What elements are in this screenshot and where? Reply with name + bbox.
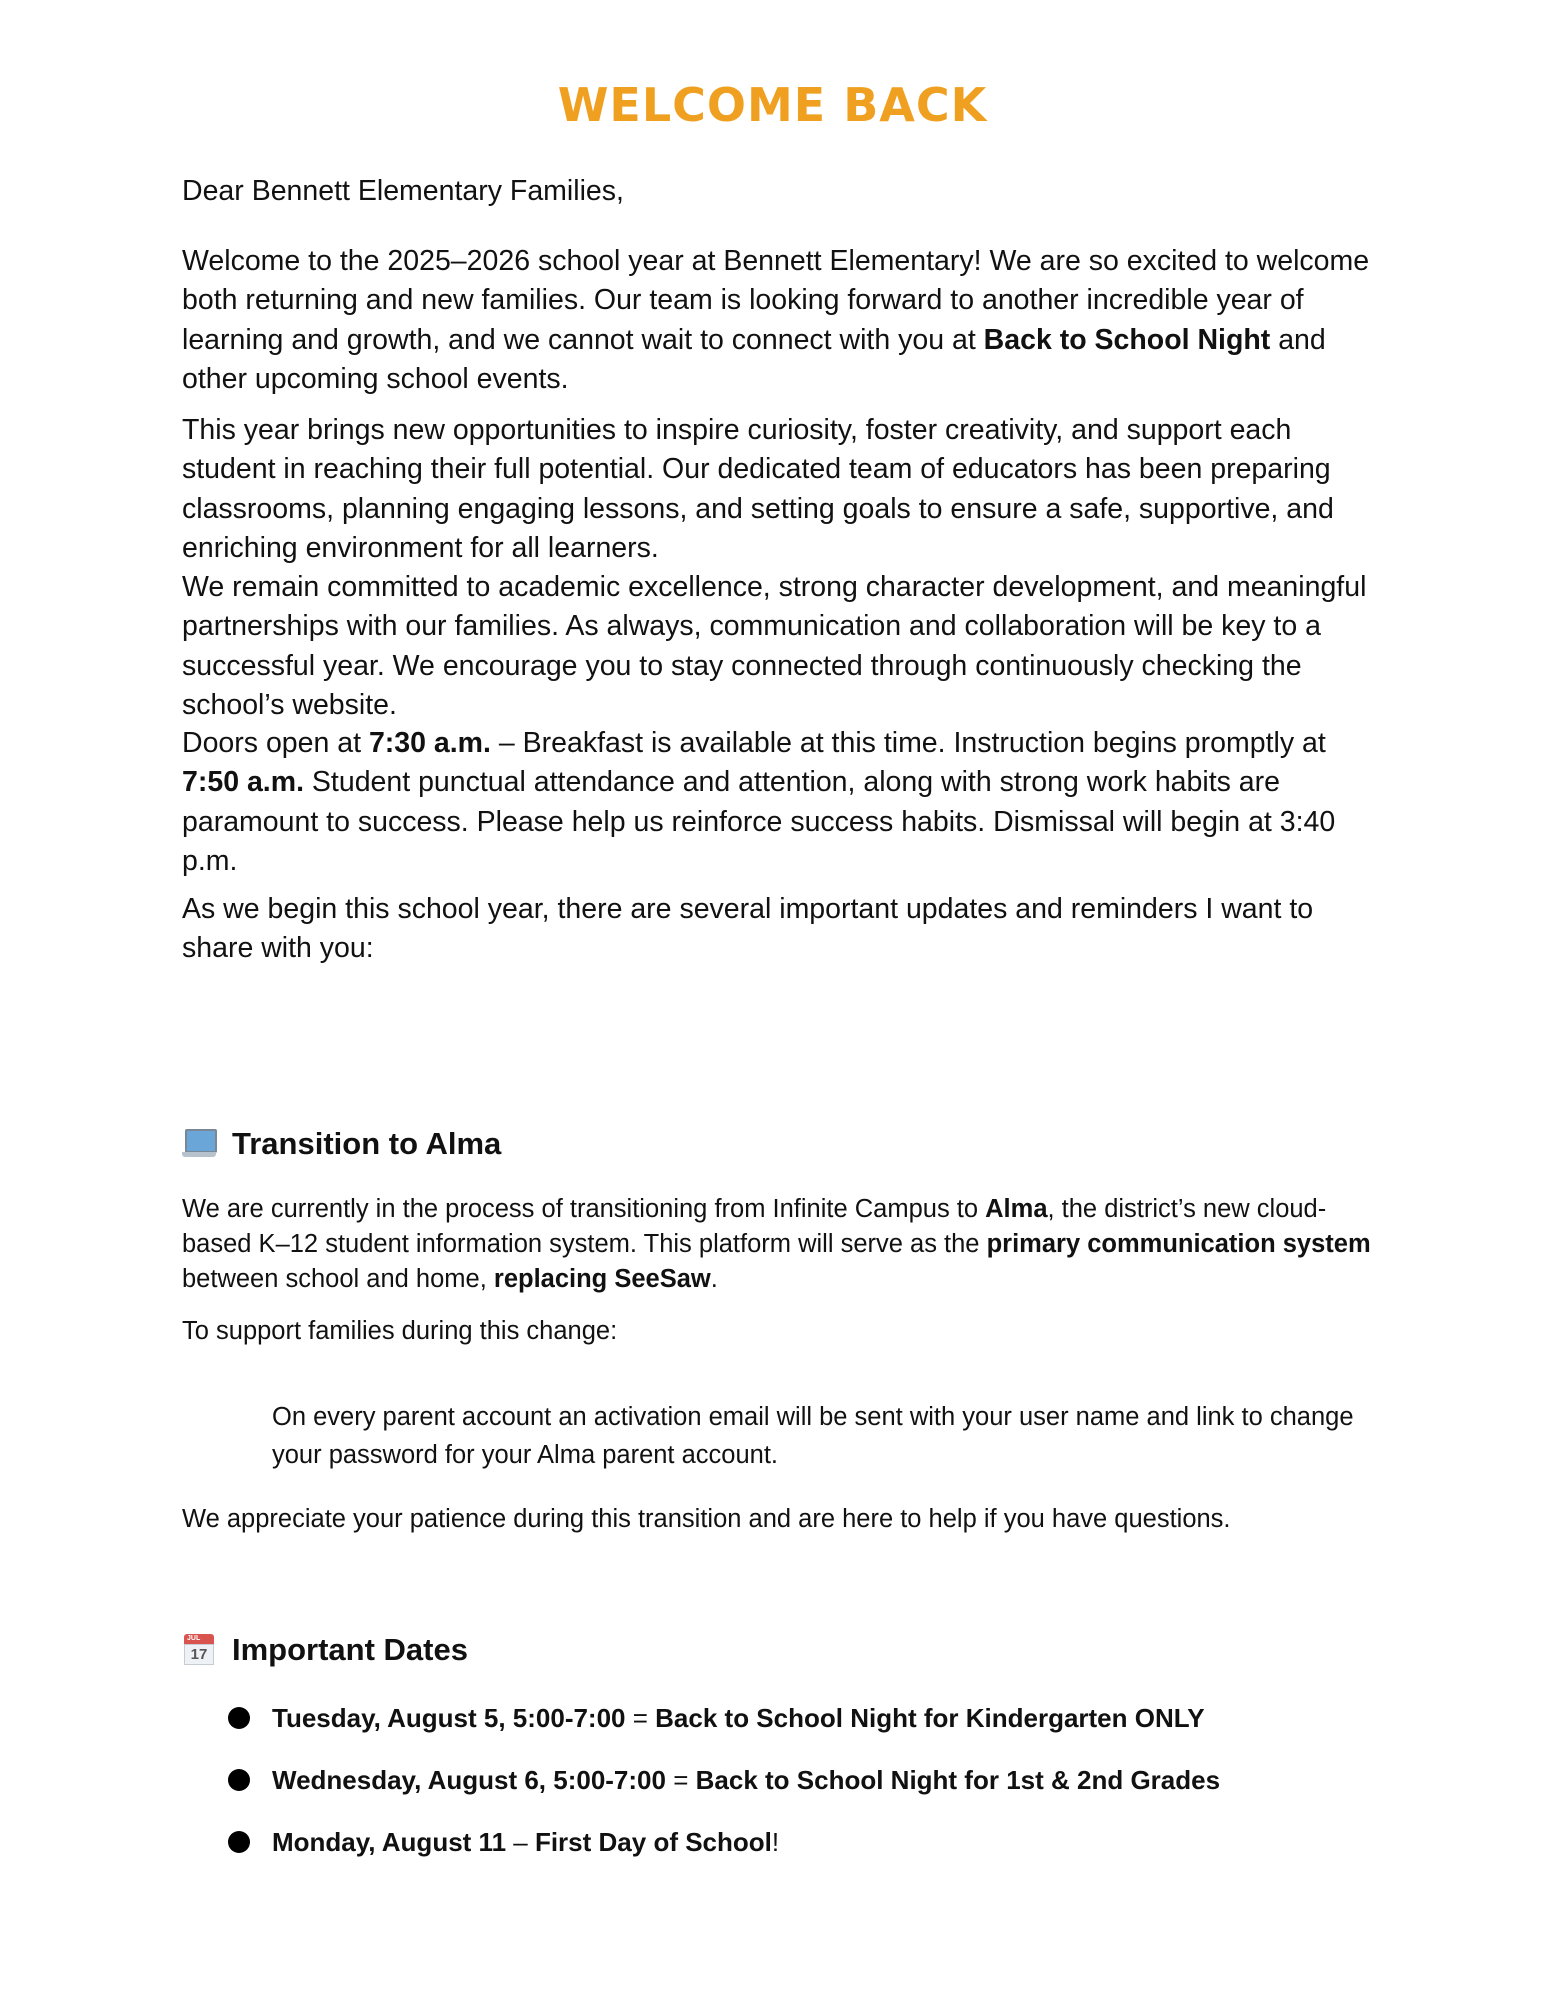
paragraph-opportunities: This year brings new opportunities to inspire curiosity, foster creativity, and support each student in reaching their full potential. Our dedicated team of educators has been preparing classrooms, planning engaging lessons, and setting goals to ensure a safe, supportive, and enriching environment for all learners. <box>182 414 1334 564</box>
calendar-icon <box>182 1633 216 1667</box>
indented-note: On every parent account an activation email will be sent with your user name and link to change your password for your Alma parent account. <box>272 1403 1354 1470</box>
schedule-text-mid: – Breakfast is available at this time. Instruction begins promptly at <box>490 727 1326 759</box>
paragraph-welcome <box>182 242 1372 399</box>
event-date: Wednesday, August 6, 5:00-7:00 <box>272 1765 666 1795</box>
primary-communication-emphasis: primary communication system <box>986 1230 1371 1259</box>
welcome-text: Welcome to the 2025–2026 school year at Bennett Elementary! We are so excited to welcome both returning and new families. Our team is looking forward to another incredible year of learning and growth, and we cannot wait to connect with you at <box>182 245 1370 356</box>
greeting: Dear Bennett Elementary Families, <box>182 175 624 207</box>
paragraph-commitment: We remain committed to academic excellence, strong character development, and meaningful partnerships with our families. As always, communication and collaboration will be key to a successful year. We encourage you to stay connected through continuously checking the school’s website. <box>182 571 1367 721</box>
laptop-icon <box>182 1127 216 1161</box>
welcome-text-end: and other upcoming school events. <box>182 323 1326 395</box>
paragraph-alma <box>182 1192 1372 1298</box>
bullet-icon <box>228 1769 250 1791</box>
instruction-time: 7:50 a.m. <box>182 766 304 799</box>
replacing-seesaw-emphasis: replacing SeeSaw <box>493 1265 711 1294</box>
bullet-icon <box>228 1831 250 1853</box>
back-to-school-night-emphasis: Back to School Night <box>983 323 1271 356</box>
alma-text: We are currently in the process of transitioning from Infinite Campus to <box>182 1195 986 1223</box>
schedule-text: Doors open at <box>182 727 369 759</box>
alma-heading-text: Transition to Alma <box>232 1126 502 1161</box>
event-separator: = <box>625 1703 656 1733</box>
paragraph-updates-intro: As we begin this school year, there are several important updates and reminders I want to share with you: <box>182 893 1314 965</box>
event-separator: = <box>665 1765 696 1795</box>
event-name: Back to School Night for Kindergarten ONLY <box>655 1703 1205 1733</box>
event-date: Tuesday, August 5, 5:00-7:00 <box>272 1703 626 1733</box>
calendar-icon-month: JUL <box>184 1634 214 1644</box>
event-end: ! <box>771 1827 780 1857</box>
alma-text-2: , the district’s new cloud-based K–12 student information system. This platform will serve as the <box>182 1195 1327 1259</box>
paragraph-appreciation: We appreciate your patience during this transition and are here to help if you have questions. <box>182 1505 1231 1533</box>
doors-open-time: 7:30 a.m. <box>368 727 491 759</box>
list-item <box>228 1700 1220 1762</box>
event-separator: – <box>506 1827 535 1857</box>
paragraph-schedule <box>182 724 1372 881</box>
alma-heading <box>182 1126 501 1162</box>
bullet-icon <box>228 1707 250 1729</box>
paragraph-support: To support families during this change: <box>182 1317 618 1345</box>
alma-name: Alma <box>985 1195 1048 1223</box>
list-item <box>228 1824 1220 1886</box>
page-title: WELCOME BACK <box>557 78 988 132</box>
list-item <box>228 1762 1220 1824</box>
important-dates-heading-text: Important Dates <box>232 1632 468 1667</box>
important-dates-heading <box>182 1632 468 1668</box>
alma-text-3: between school and home, <box>182 1265 494 1294</box>
event-name: Back to School Night for 1st & 2nd Grades <box>695 1765 1221 1795</box>
important-dates-list <box>228 1700 1220 1886</box>
event-name: First Day of School <box>534 1827 772 1857</box>
calendar-icon-day: 17 <box>184 1644 214 1665</box>
event-date: Monday, August 11 <box>272 1827 507 1857</box>
alma-text-end: . <box>710 1265 718 1294</box>
schedule-text-end: Student punctual attendance and attention, along with strong work habits are paramount to success. Please help us reinforce success habits. Dismissal will begin at 3:40 p.m. <box>182 766 1336 877</box>
